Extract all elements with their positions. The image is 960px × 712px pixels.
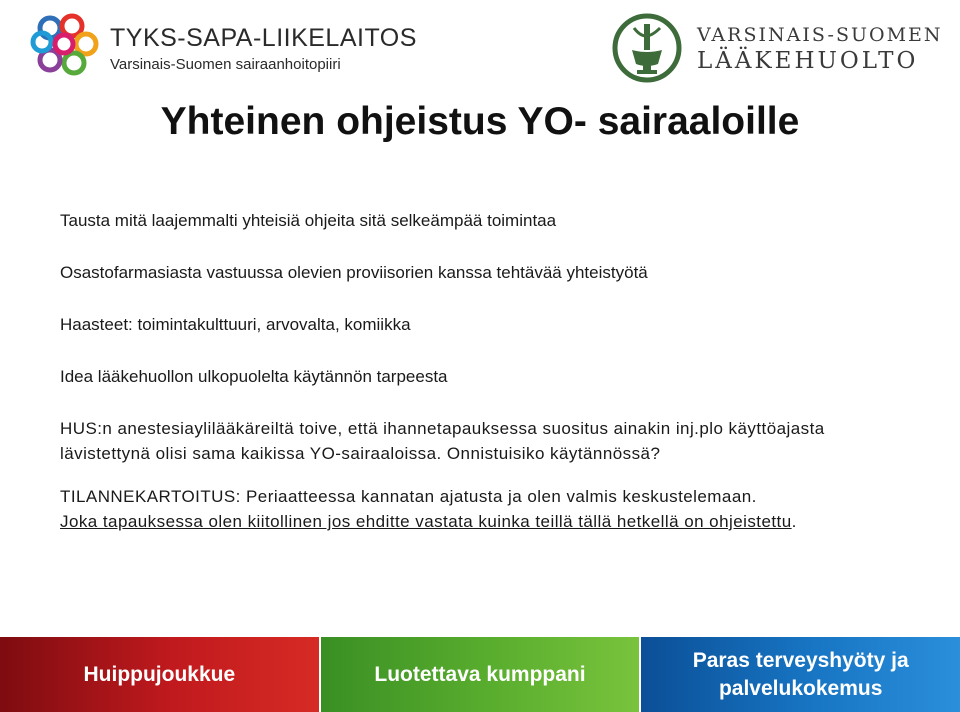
paragraph-2: Osastofarmasiasta vastuussa olevien proviisorien kanssa tehtävää yhteistyötä (60, 263, 648, 282)
footer-label: Luotettava kumppani (374, 662, 586, 686)
paragraph-4: Idea lääkehuollon ulkopuolelta käytännön tarpeesta (60, 367, 448, 386)
logo-subtitle: Varsinais-Suomen sairaanhoitopiiri (110, 56, 341, 73)
footer-segment-huippujoukkue (0, 637, 319, 712)
logo-region: VARSINAIS-SUOMEN (697, 24, 943, 46)
content (60, 208, 920, 561)
paragraph-3: Haasteet: toimintakulttuuri, arvovalta, komiikka (60, 315, 411, 334)
tyks-sapa-logo (28, 8, 417, 88)
paragraph-5: HUS:n anestesiaylilääkäreiltä toive, että ihannetapauksessa suositus ainakin inj.plo käyttöajasta lävistettynä olisi sama kaikissa YO-sairaaloissa. Onnistuisiko käytännössä? (60, 419, 825, 463)
logo-title: LÄÄKEHUOLTO (697, 48, 919, 74)
paragraph-1: Tausta mitä laajemmalti yhteisiä ohjeita sitä selkeämpää toimintaa (60, 211, 557, 230)
survey-paragraph (60, 484, 920, 534)
colored-rings-logo-icon (28, 8, 103, 83)
survey-underlined: Joka tapauksessa olen kiitollinen jos ehditte vastata kuinka teillä tällä hetkellä on ohjeistettu (60, 512, 792, 531)
laakehuolto-logo (610, 10, 950, 86)
survey-suffix: . (791, 512, 797, 531)
footer-segment-luotettava (319, 637, 640, 712)
footer-segment-paras (639, 637, 960, 712)
survey-line: TILANNEKARTOITUS: Periaatteessa kannatan ajatusta ja olen valmis keskustelemaan. (60, 487, 757, 506)
logo-name: TYKS-SAPA-LIIKELAITOS (110, 24, 417, 52)
footer-bar (0, 637, 960, 712)
mortar-pestle-logo-icon (610, 10, 685, 85)
footer-label: Paras terveyshyöty ja palvelukokemus (692, 648, 909, 700)
page-title: Yhteinen ohjeistus YO- sairaaloille (160, 100, 800, 143)
footer-label: Huippujoukkue (83, 662, 236, 686)
